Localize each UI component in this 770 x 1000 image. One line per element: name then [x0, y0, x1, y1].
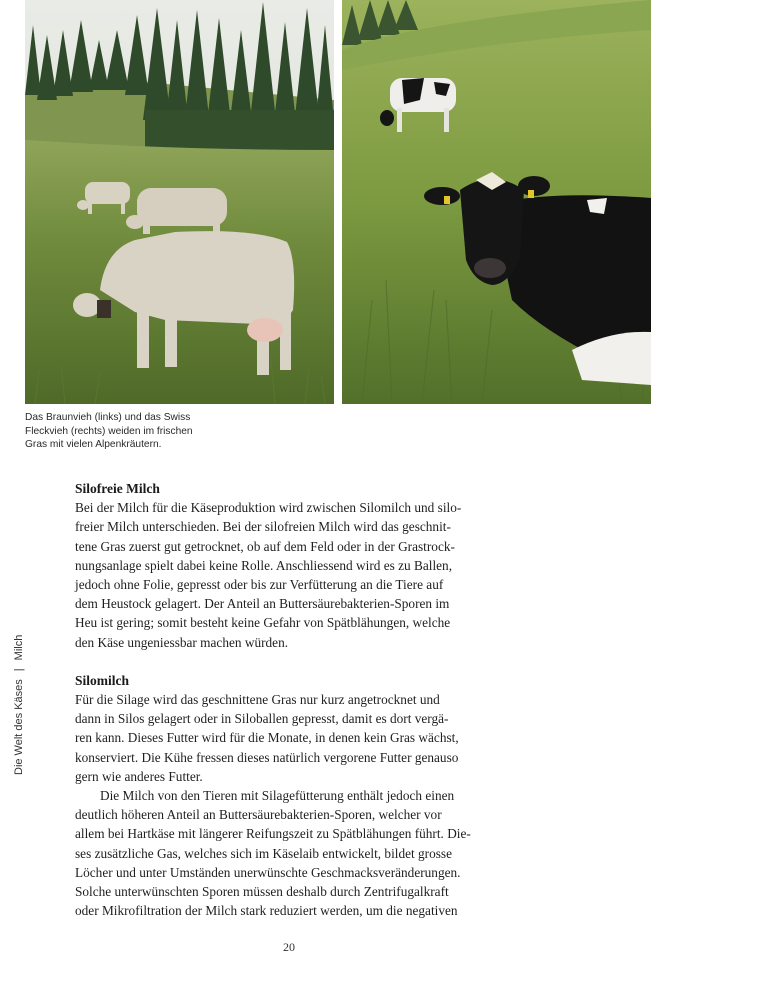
text-line: Solche unterwünschten Sporen müssen deshalb durch Zentrifugalkraft: [75, 884, 449, 900]
paragraph: [75, 498, 515, 652]
text-line: ses zusätzliche Gas, welches sich im Käselaib entwickelt, bildet grosse: [75, 845, 453, 861]
paragraph: [75, 786, 515, 920]
section-heading: Silomilch: [75, 672, 130, 688]
paragraph: [75, 690, 515, 786]
running-head-separator: |: [13, 668, 25, 672]
photo-caption: [25, 411, 225, 452]
text-line: den Käse ungeniessbar machen würden.: [75, 634, 289, 650]
text-line: ren kann. Dieses Futter wird für die Monate, in denen kein Gras wächst,: [75, 730, 459, 746]
text-line: konserviert. Die Kühe fressen dieses natürlich vergorene Futter genauso: [75, 749, 459, 765]
text-line: Für die Silage wird das geschnittene Gras nur kurz angetrocknet und: [75, 692, 440, 708]
text-line: jedoch ohne Folie, gepresst oder bis zur Verfütterung an die Tiere auf: [75, 577, 444, 593]
text-line: Bei der Milch für die Käseproduktion wird zwischen Silomilch und silo-: [75, 500, 462, 516]
section-silofreie-milch: [75, 479, 515, 652]
text-line: dem Heustock gelagert. Der Anteil an Buttersäurebakterien-Sporen im: [75, 596, 450, 612]
photo-swiss-fleckvieh: [342, 0, 651, 404]
text-line: deutlich höheren Anteil an Buttersäurebakterien-Sporen, welcher vor: [75, 807, 442, 823]
braunvieh-illustration: [25, 0, 334, 404]
text-line: Heu ist gering; somit besteht keine Gefahr von Spätblähungen, welche: [75, 615, 451, 631]
caption-line: Das Braunvieh (links) und das Swiss: [25, 412, 191, 423]
text-line: freier Milch unterschieden. Bei der silofreien Milch wird das geschnit-: [75, 519, 451, 535]
text-line: tene Gras zuerst gut getrocknet, ob auf dem Feld oder in der Grastrock-: [75, 538, 455, 554]
article-body: [75, 479, 515, 920]
page-number: 20: [283, 940, 295, 954]
fleckvieh-illustration: [342, 0, 651, 404]
caption-line: Fleckvieh (rechts) weiden im frischen: [25, 425, 193, 437]
text-line: oder Mikrofiltration der Milch stark reduziert werden, um die negativen: [75, 903, 458, 919]
photo-braunvieh: [25, 0, 334, 404]
text-line: dann in Silos gelagert oder in Siloballen gepresst, damit es dort vergä-: [75, 711, 449, 727]
text-line: Löcher und unter Umständen unerwünschte Geschmacksveränderungen.: [75, 864, 461, 880]
section-silomilch: [75, 671, 515, 921]
text-line: nungsanlage spielt dabei keine Rolle. Anschliessend wird es zu Ballen,: [75, 557, 453, 573]
text-line: allem bei Hartkäse mit längerer Reifungszeit zu Spätblähungen führt. Die-: [75, 826, 471, 842]
text-line: Die Milch von den Tieren mit Silagefütterung enthält jedoch einen: [100, 788, 455, 804]
chapter-title: Milch: [13, 634, 25, 661]
caption-line: Gras mit vielen Alpenkräutern.: [25, 439, 162, 450]
text-line: gern wie anderes Futter.: [75, 768, 203, 784]
section-heading: Silofreie Milch: [75, 481, 160, 496]
running-head: [13, 635, 25, 775]
book-title: Die Welt des Käses: [13, 679, 25, 775]
